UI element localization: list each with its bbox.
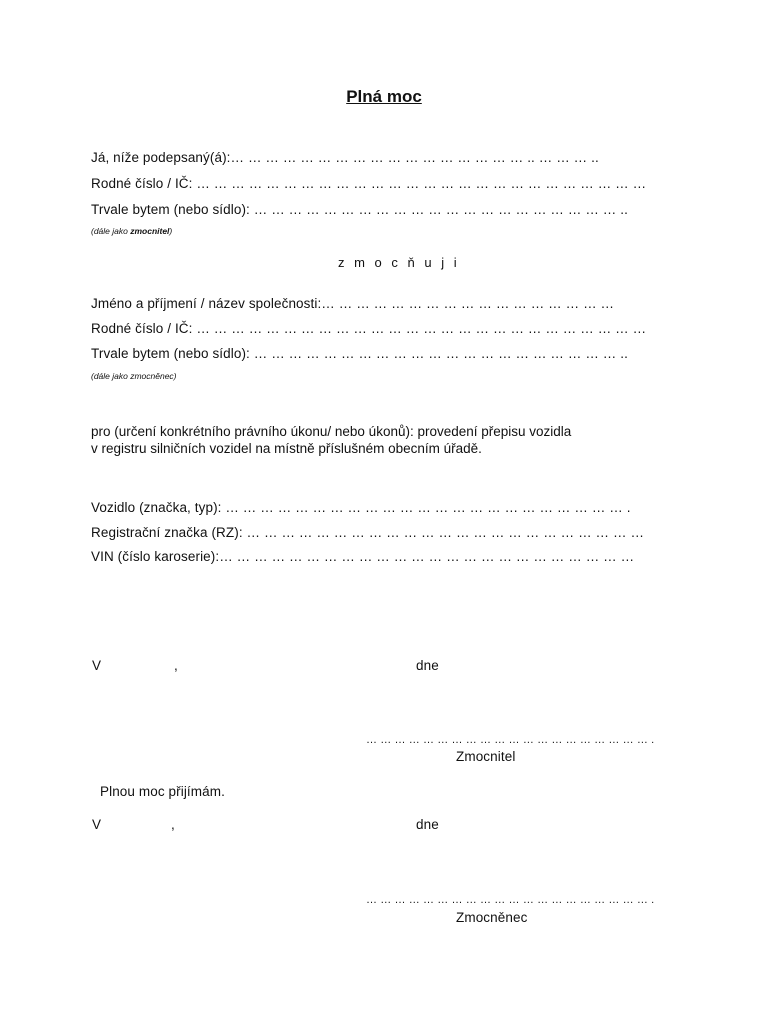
sig2-role: Zmocněnec <box>456 910 528 925</box>
agent-id-line: Rodné číslo / IČ: … … … … … … … … … … … … … … … … … … … … … … … … … … <box>91 321 647 336</box>
principal-note-role: zmocnitel <box>130 226 170 236</box>
sig2-place-label: V <box>92 817 102 832</box>
sig1-role: Zmocnitel <box>456 749 516 764</box>
principal-note-prefix: (dále jako <box>91 226 131 236</box>
purpose-line-1: pro (určení konkrétního právního úkonu/ nebo úkonů): provedení přepisu vozidla <box>91 424 572 439</box>
vehicle-vin-line: VIN (číslo karoserie):… … … … … … … … … … … … … … … … … … … … … … … … <box>91 549 635 564</box>
agent-name-line: Jméno a příjmení / název společnosti:… … … … … … … … … … … … … … … … … <box>91 296 615 311</box>
agent-note: (dále jako zmocněnec) <box>91 371 177 381</box>
sig1-place-label: V <box>92 658 102 673</box>
vehicle-plate-line: Registrační značka (RZ): … … … … … … … … … … … … … … … … … … … … … … … <box>91 525 645 540</box>
principal-id-line: Rodné číslo / IČ: … … … … … … … … … … … … … … … … … … … … … … … … … … <box>91 176 647 191</box>
principal-note <box>91 226 172 236</box>
sig2-date-label: dne <box>416 817 439 832</box>
vehicle-model-line: Vozidlo (značka, typ): … … … … … … … … … … … … … … … … … … … … … … … . <box>91 500 631 515</box>
principal-name-line: Já, níže podepsaný(á):… … … … … … … … … … … … … … … … … .. … … … .. <box>91 150 599 165</box>
authorize-heading: z m o c ň u j i <box>338 255 460 270</box>
principal-note-suffix: ) <box>169 226 173 236</box>
purpose-line-2: v registru silničních vozidel na místně příslušném obecním úřadě. <box>91 441 482 456</box>
sig2-signature-line: … … … … … … … … … … … … … … … … … … … … . <box>366 894 655 906</box>
document-title: Plná moc <box>346 87 422 106</box>
principal-residence-line: Trvale bytem (nebo sídlo): … … … … … … … … … … … … … … … … … … … … … .. <box>91 202 628 217</box>
sig2-comma: , <box>171 817 175 832</box>
sig1-comma: , <box>174 658 178 673</box>
sig1-date-label: dne <box>416 658 439 673</box>
agent-residence-line: Trvale bytem (nebo sídlo): … … … … … … … … … … … … … … … … … … … … … .. <box>91 346 628 361</box>
acceptance-text: Plnou moc přijímám. <box>100 784 225 799</box>
sig1-signature-line: … … … … … … … … … … … … … … … … … … … … . <box>366 734 655 746</box>
